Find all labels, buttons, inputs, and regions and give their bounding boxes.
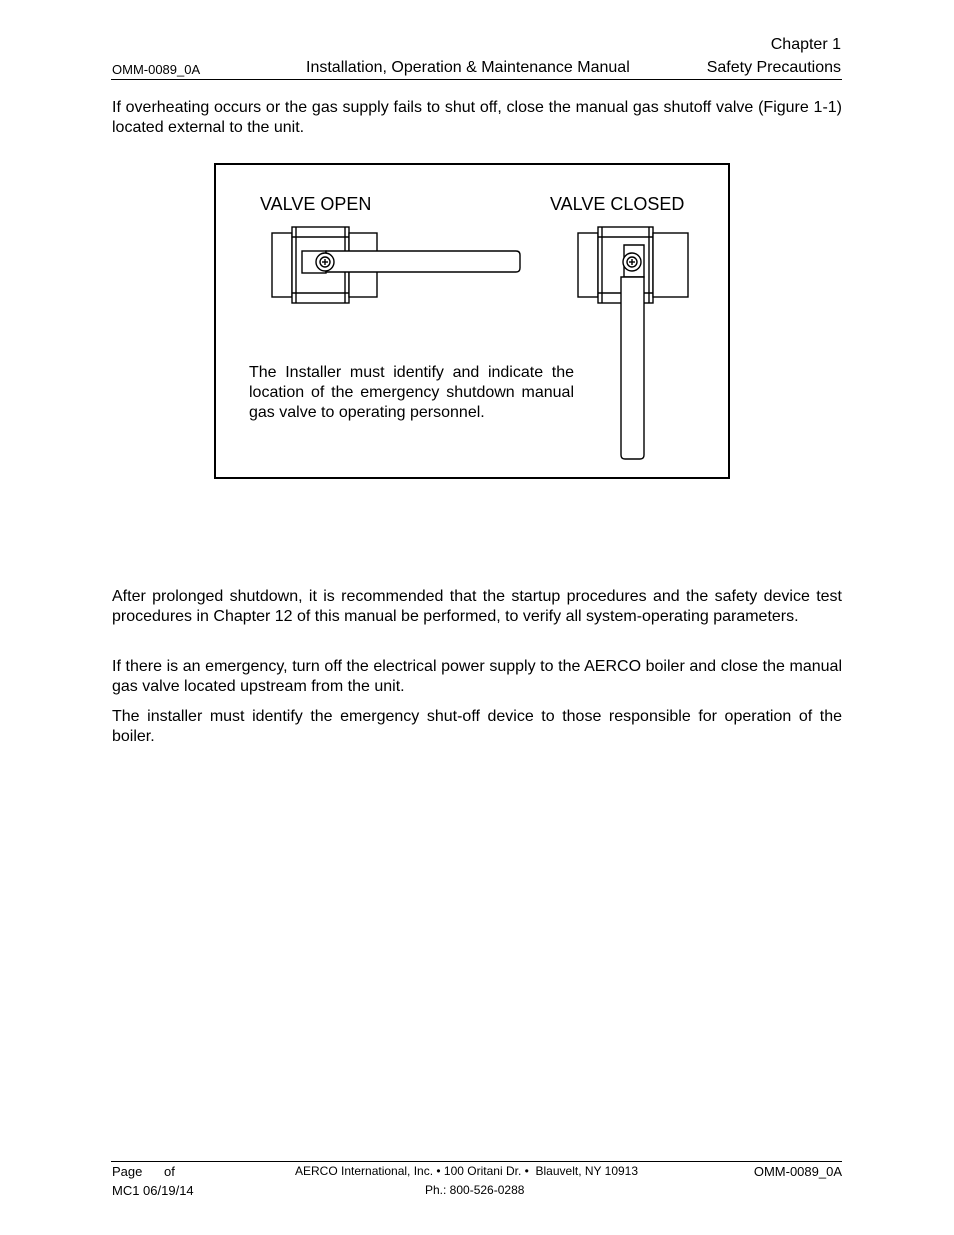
valve-figure xyxy=(214,163,730,479)
company-phone: Ph.: 800-526-0288 xyxy=(425,1183,525,1197)
revision-date: MC1 06/19/14 xyxy=(112,1183,194,1198)
page-number: Page of xyxy=(112,1164,175,1179)
figure-note: The Installer must identify and indicate the location of the emergency shutdown manual gas valve to operating personnel. xyxy=(249,364,574,421)
footer-divider xyxy=(111,1161,842,1162)
paragraph-overheating: If overheating occurs or the gas supply fails to shut off, close the manual gas shutoff valve (Figure 1-1) located external to the unit. xyxy=(112,99,842,136)
chapter-label: Chapter 1 xyxy=(770,36,841,53)
paragraph-prolonged-shutdown: After prolonged shutdown, it is recommended that the startup procedures and the safety device test procedures in Chapter 12 of this manual be performed, to verify all system-operating parameters. xyxy=(112,588,842,625)
footer-doc-number: OMM-0089_0A xyxy=(753,1164,842,1179)
header-doc-number: OMM-0089_0A xyxy=(112,62,201,77)
closed-valve-icon xyxy=(578,227,688,459)
valve-open-label: VALVE OPEN xyxy=(260,194,372,214)
open-valve-icon xyxy=(272,227,520,303)
paragraph-emergency: If there is an emergency, turn off the electrical power supply to the AERCO boiler and close the manual gas valve located upstream from the unit. xyxy=(112,658,842,695)
section-title: Safety Precautions xyxy=(706,59,841,76)
paragraph-installer: The installer must identify the emergency shut-off device to those responsible for operation of the boiler. xyxy=(112,708,842,745)
manual-title: Installation, Operation & Maintenance Manual xyxy=(306,59,630,76)
header-divider xyxy=(111,79,842,80)
company-address: AERCO International, Inc. • 100 Oritani Dr. • Blauvelt, NY 10913 xyxy=(295,1164,639,1178)
valve-closed-label: VALVE CLOSED xyxy=(550,194,685,214)
